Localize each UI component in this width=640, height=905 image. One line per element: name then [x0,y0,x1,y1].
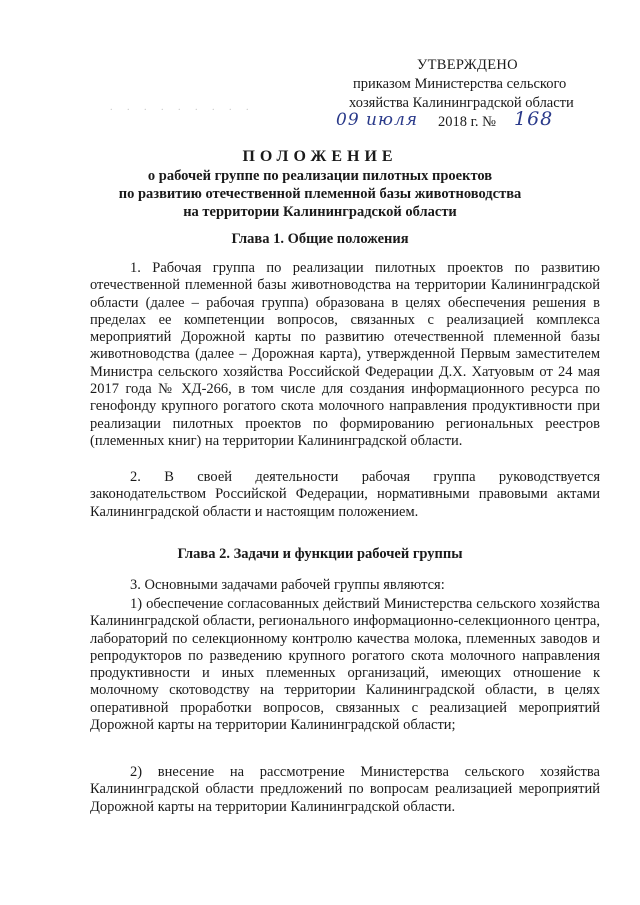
paragraph-3-item-2: 2) внесение на рассмотрение Министерства сельского хозяйства Калининградской области предложений по вопросам реализацией мероприятий Дорожной карты на территории Калининградской области. [90,764,600,815]
approval-ministry-line: хозяйства Калининградской области [349,95,574,111]
approval-stamp-block [345,56,595,113]
order-date-number [336,108,606,138]
chapter-1-heading: Глава 1. Общие положения [231,231,409,247]
faint-marks: . . . . . . . . . [110,102,255,113]
subtitle-line: о рабочей группе по реализации пилотных проектов [147,168,493,184]
approved-label: УТВЕРЖДЕНО [417,57,518,73]
paragraph-1: 1. Рабочая группа по реализации пилотных проектов по развитию отечественной племенной базы животноводства на территории Калининградской области (далее – рабочая группа) образована в целях обеспечения решения в пределах ее компетенции вопросов, связанных с реализацией комплекса мероприятий Дорожной карты по развитию отечественной племенной базы животноводства (далее – Дорожная карта), утвержденной Первым заместителем Министра сельского хозяйства Российской Федерации Д.Х. Хатуовым от 24 мая 2017 года № ХД-266, в том числе для создания информационного ресурса по генофонду крупного рогатого скота молочного направления продуктивности при реализации пилотных проектов по формированию региональных реестров (племенных книг) на территории Калининградской области. [90,260,600,449]
paragraph-2: 2. В своей деятельности рабочая группа руководствуется законодательством Российской Федерации, нормативными правовыми актами Калининградской области и настоящим положением. [90,469,600,520]
approval-order-line: приказом Министерства сельского [353,76,567,92]
subtitle-line: на территории Калининградской области [183,204,457,220]
handwritten-date: 09 июля [336,110,419,130]
chapter-2-heading: Глава 2. Задачи и функции рабочей группы [177,546,463,562]
paragraph-3: 3. Основными задачами рабочей группы являются: [130,577,445,593]
handwritten-order-number: 168 [514,108,554,130]
paragraph-3-item-1: 1) обеспечение согласованных действий Министерства сельского хозяйства Калининградской области, регионального информационно-селекционного центра, лабораторий по селекционному контролю качества молока, племенных заводов и репродукторов по разведению крупного рогатого скота молочного направления продуктивности и иных племенных организаций, имеющих отношение к молочному скотоводству на территории Калининградской области, в целях оперативной проработки вопросов, связанных с реализацией мероприятий Дорожной карты на территории Калининградской области; [90,596,600,734]
document-title: ПОЛОЖЕНИЕ [242,148,398,165]
document-subtitle [0,167,640,221]
subtitle-line: по развитию отечественной племенной базы животноводства [118,186,522,202]
order-year: 2018 г. № [438,114,497,130]
